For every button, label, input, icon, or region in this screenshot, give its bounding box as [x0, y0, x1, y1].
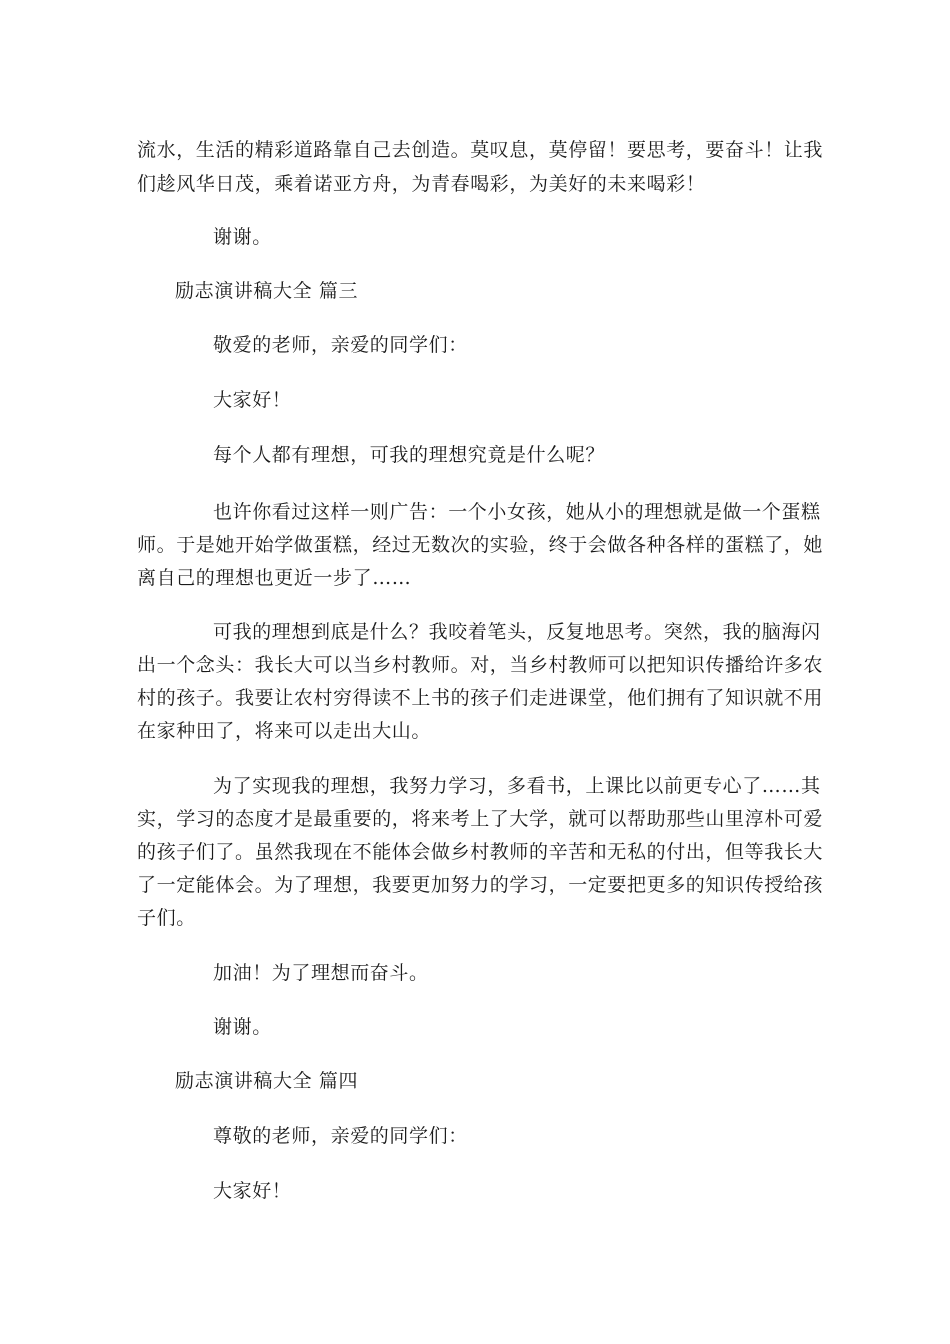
paragraph-line: 离自己的理想也更近一步了……	[137, 567, 412, 589]
paragraph-line: 为了实现我的理想，我努力学习，多看书，上课比以前更专心了……其	[213, 775, 821, 797]
paragraph-line: 们趁风华日茂，乘着诺亚方舟，为青春喝彩，为美好的未来喝彩！	[137, 173, 706, 195]
paragraph-line: 每个人都有理想，可我的理想究竟是什么呢？	[213, 444, 606, 466]
paragraph-line: 实，学习的态度才是最重要的，将来考上了大学，就可以帮助那些山里淳朴可爱	[137, 808, 824, 830]
salutation-line: 尊敬的老师，亲爱的同学们：	[213, 1125, 468, 1147]
section-heading: 励志演讲稿大全 篇四	[175, 1070, 359, 1092]
paragraph-line: 在家种田了，将来可以走出大山。	[137, 720, 432, 742]
paragraph-line: 村的孩子。我要让农村穷得读不上书的孩子们走进课堂，他们拥有了知识就不用	[137, 687, 824, 709]
paragraph-line: 师。于是她开始学做蛋糕，经过无数次的实验，终于会做各种各样的蛋糕了，她	[137, 534, 824, 556]
paragraph-line: 流水，生活的精彩道路靠自己去创造。莫叹息，莫停留！要思考，要奋斗！让我	[137, 139, 824, 161]
greeting-line: 大家好！	[213, 389, 292, 411]
closing-line: 谢谢。	[213, 226, 272, 248]
paragraph-line: 了一定能体会。为了理想，我要更加努力的学习，一定要把更多的知识传授给孩	[137, 874, 824, 896]
paragraph-line: 子们。	[137, 907, 196, 929]
closing-line: 谢谢。	[213, 1016, 272, 1038]
section-heading: 励志演讲稿大全 篇三	[175, 280, 359, 302]
paragraph-line: 出一个念头：我长大可以当乡村教师。对，当乡村教师可以把知识传播给许多农	[137, 654, 824, 676]
paragraph-line: 的孩子们了。虽然我现在不能体会做乡村教师的辛苦和无私的付出，但等我长大	[137, 841, 824, 863]
paragraph-line: 加油！为了理想而奋斗。	[213, 962, 429, 984]
salutation-line: 敬爱的老师，亲爱的同学们：	[213, 334, 468, 356]
greeting-line: 大家好！	[213, 1180, 292, 1202]
paragraph-line: 也许你看过这样一则广告：一个小女孩，她从小的理想就是做一个蛋糕	[213, 501, 821, 523]
paragraph-line: 可我的理想到底是什么？我咬着笔头，反复地思考。突然，我的脑海闪	[213, 621, 821, 643]
